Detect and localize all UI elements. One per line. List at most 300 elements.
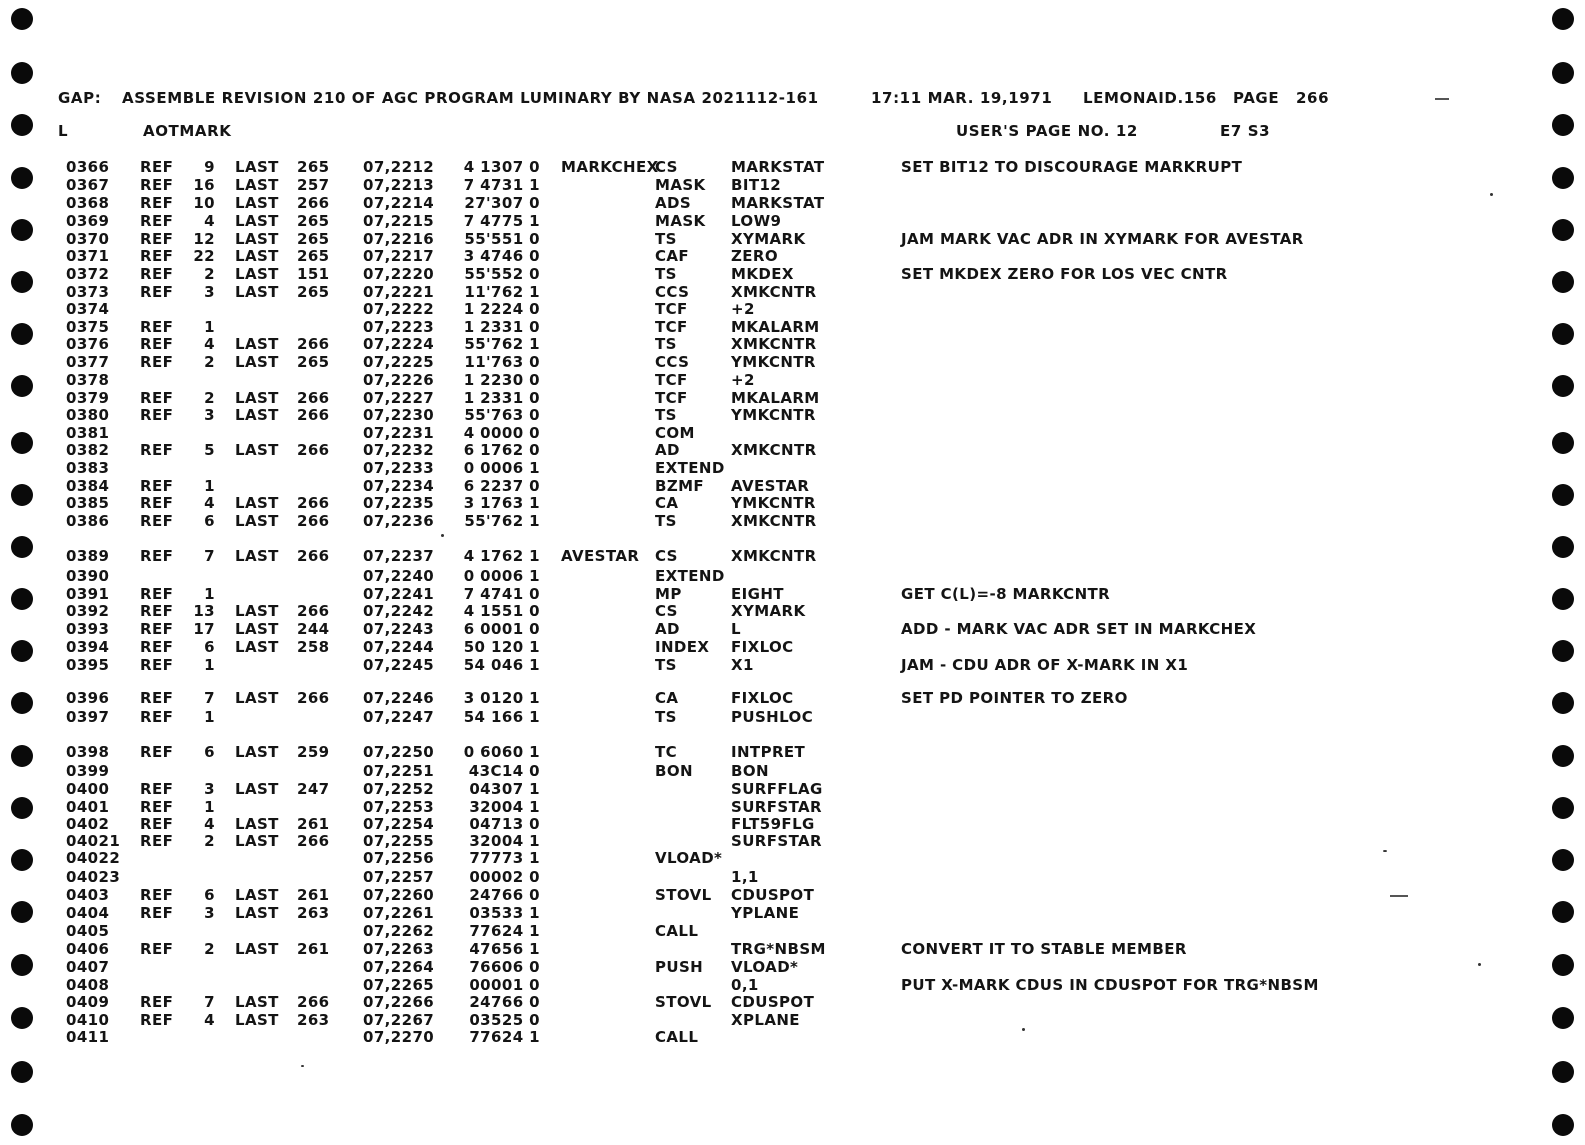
operand: MARKSTAT [731, 158, 825, 176]
opcode: AD [655, 441, 680, 459]
feed-hole [1552, 954, 1574, 976]
comment: CONVERT IT TO STABLE MEMBER [901, 940, 1187, 958]
print-mark [1390, 895, 1408, 897]
feed-hole [11, 375, 33, 397]
octal-code: 7 4731 1 [463, 176, 540, 194]
ref-count: 13 [193, 602, 215, 620]
operand: L [731, 620, 741, 638]
feed-hole [1552, 640, 1574, 662]
operand: MKALARM [731, 318, 820, 336]
comment: JAM MARK VAC ADR IN XYMARK FOR AVESTAR [901, 230, 1304, 248]
address: 07,2222 [363, 300, 435, 318]
opcode: CA [655, 494, 679, 512]
operand: +2 [731, 371, 755, 389]
address: 07,2215 [363, 212, 435, 230]
operand: SURFSTAR [731, 832, 823, 850]
ref-count: 6 [204, 512, 215, 530]
address: 07,2237 [363, 547, 435, 565]
line-number: 0371 [66, 247, 110, 265]
octal-code: 6 2237 0 [463, 477, 540, 495]
ref-keyword: REF [140, 547, 174, 565]
octal-code: 6 0001 0 [463, 620, 540, 638]
last-page: 261 [297, 940, 330, 958]
ref-keyword: REF [140, 886, 174, 904]
feed-hole [1552, 1114, 1574, 1136]
operand: BON [731, 762, 769, 780]
octal-code: 1 2230 0 [463, 371, 540, 389]
left-feed-holes [0, 0, 40, 1145]
address: 07,2267 [363, 1011, 435, 1029]
line-number: 0370 [66, 230, 110, 248]
last-keyword: LAST [235, 265, 279, 283]
octal-code: 00001 0 [469, 976, 540, 994]
last-page: 265 [297, 158, 330, 176]
address: 07,2226 [363, 371, 435, 389]
last-keyword: LAST [235, 247, 279, 265]
address: 07,2245 [363, 656, 435, 674]
last-keyword: LAST [235, 389, 279, 407]
address: 07,2257 [363, 868, 435, 886]
operand: PUSHLOC [731, 708, 814, 726]
opcode: BZMF [655, 477, 705, 495]
ref-keyword: REF [140, 620, 174, 638]
address: 07,2225 [363, 353, 435, 371]
ref-count: 1 [204, 318, 215, 336]
last-keyword: LAST [235, 212, 279, 230]
feed-hole [1552, 1061, 1574, 1083]
asm-label: AVESTAR [561, 547, 640, 565]
comment: GET C(L)=-8 MARKCNTR [901, 585, 1111, 603]
ref-count: 4 [204, 212, 215, 230]
ref-count: 1 [204, 656, 215, 674]
operand: YPLANE [731, 904, 800, 922]
operand: MARKSTAT [731, 194, 825, 212]
line-number: 0392 [66, 602, 110, 620]
feed-hole [1552, 745, 1574, 767]
operand: SURFSTAR [731, 798, 823, 816]
octal-code: 0 6060 1 [463, 743, 540, 761]
feed-hole [1552, 271, 1574, 293]
last-page: 266 [297, 441, 330, 459]
last-page: 266 [297, 689, 330, 707]
last-page: 266 [297, 335, 330, 353]
operand: EIGHT [731, 585, 784, 603]
feed-hole [11, 167, 33, 189]
opcode: TS [655, 708, 677, 726]
last-page: 265 [297, 247, 330, 265]
ref-count: 2 [204, 389, 215, 407]
last-page: 257 [297, 176, 330, 194]
operand: BIT12 [731, 176, 782, 194]
ref-count: 9 [204, 158, 215, 176]
ref-count: 4 [204, 335, 215, 353]
line-number: 0374 [66, 300, 110, 318]
ref-count: 3 [204, 780, 215, 798]
last-page: 266 [297, 993, 330, 1011]
ref-count: 1 [204, 585, 215, 603]
feed-hole [11, 323, 33, 345]
octal-code: 55'552 0 [464, 265, 540, 283]
feed-hole [11, 536, 33, 558]
feed-hole [1552, 1007, 1574, 1029]
octal-code: 54 166 1 [463, 708, 540, 726]
comment: SET MKDEX ZERO FOR LOS VEC CNTR [901, 265, 1228, 283]
feed-hole [1552, 167, 1574, 189]
print-speck [1022, 1028, 1025, 1031]
address: 07,2235 [363, 494, 435, 512]
address: 07,2265 [363, 976, 435, 994]
address: 07,2224 [363, 335, 435, 353]
feed-hole [11, 745, 33, 767]
feed-hole [11, 692, 33, 714]
line-number: 0409 [66, 993, 110, 1011]
octal-code: 55'762 1 [464, 335, 540, 353]
ref-keyword: REF [140, 993, 174, 1011]
ref-count: 6 [204, 886, 215, 904]
line-number: 0366 [66, 158, 110, 176]
operand: LOW9 [731, 212, 782, 230]
header-job: LEMONAID.156 [1083, 89, 1217, 107]
ref-keyword: REF [140, 708, 174, 726]
last-page: 265 [297, 212, 330, 230]
ref-count: 12 [193, 230, 215, 248]
ref-count: 5 [204, 441, 215, 459]
opcode: TS [655, 335, 677, 353]
feed-hole [11, 797, 33, 819]
line-number: 0372 [66, 265, 110, 283]
address: 07,2251 [363, 762, 435, 780]
ref-count: 6 [204, 638, 215, 656]
opcode: TCF [655, 371, 688, 389]
octal-code: 50 120 1 [463, 638, 540, 656]
opcode: CA [655, 689, 679, 707]
operand: MKDEX [731, 265, 794, 283]
print-speck [1478, 963, 1481, 966]
last-keyword: LAST [235, 886, 279, 904]
address: 07,2252 [363, 780, 435, 798]
opcode: ADS [655, 194, 692, 212]
address: 07,2243 [363, 620, 435, 638]
ref-keyword: REF [140, 406, 174, 424]
last-keyword: LAST [235, 176, 279, 194]
feed-hole [11, 1061, 33, 1083]
line-number: 0386 [66, 512, 110, 530]
address: 07,2220 [363, 265, 435, 283]
line-number: 0395 [66, 656, 110, 674]
operand: SURFFLAG [731, 780, 823, 798]
address: 07,2250 [363, 743, 435, 761]
ref-count: 22 [193, 247, 215, 265]
right-feed-holes [1545, 0, 1585, 1145]
ref-keyword: REF [140, 283, 174, 301]
operand: FLT59FLG [731, 815, 815, 833]
address: 07,2253 [363, 798, 435, 816]
address: 07,2255 [363, 832, 435, 850]
octal-code: 4 1762 1 [463, 547, 540, 565]
last-page: 259 [297, 743, 330, 761]
listing-subheader [58, 122, 1538, 142]
last-keyword: LAST [235, 620, 279, 638]
line-number: 0398 [66, 743, 110, 761]
last-keyword: LAST [235, 512, 279, 530]
address: 07,2244 [363, 638, 435, 656]
opcode: TC [655, 743, 678, 761]
ref-keyword: REF [140, 585, 174, 603]
last-keyword: LAST [235, 689, 279, 707]
address: 07,2240 [363, 567, 435, 585]
octal-code: 4 1551 0 [463, 602, 540, 620]
opcode: STOVL [655, 886, 712, 904]
last-page: 266 [297, 832, 330, 850]
opcode: TS [655, 406, 677, 424]
opcode: PUSH [655, 958, 704, 976]
feed-hole [1552, 901, 1574, 923]
line-number: 0377 [66, 353, 110, 371]
ref-count: 10 [193, 194, 215, 212]
opcode: TS [655, 512, 677, 530]
address: 07,2256 [363, 849, 435, 867]
octal-code: 27'307 0 [464, 194, 540, 212]
ref-count: 3 [204, 904, 215, 922]
feed-hole [11, 849, 33, 871]
line-number: 0391 [66, 585, 110, 603]
line-number: 0406 [66, 940, 110, 958]
line-number: 0397 [66, 708, 110, 726]
last-page: 258 [297, 638, 330, 656]
address: 07,2266 [363, 993, 435, 1011]
ref-count: 3 [204, 283, 215, 301]
address: 07,2263 [363, 940, 435, 958]
octal-code: 76606 0 [469, 958, 540, 976]
operand: XMKCNTR [731, 441, 817, 459]
address: 07,2242 [363, 602, 435, 620]
users-page-number: USER'S PAGE NO. 12 [956, 122, 1138, 140]
octal-code: 04713 0 [469, 815, 540, 833]
ref-keyword: REF [140, 656, 174, 674]
ref-keyword: REF [140, 194, 174, 212]
opcode: TS [655, 656, 677, 674]
ref-keyword: REF [140, 689, 174, 707]
ref-keyword: REF [140, 602, 174, 620]
operand: FIXLOC [731, 689, 794, 707]
address: 07,2247 [363, 708, 435, 726]
last-page: 263 [297, 904, 330, 922]
address: 07,2216 [363, 230, 435, 248]
ref-keyword: REF [140, 441, 174, 459]
ref-keyword: REF [140, 494, 174, 512]
last-page: 266 [297, 602, 330, 620]
octal-code: 24766 0 [469, 993, 540, 1011]
last-page: 266 [297, 406, 330, 424]
octal-code: 32004 1 [469, 798, 540, 816]
feed-hole [11, 219, 33, 241]
ref-keyword: REF [140, 743, 174, 761]
address: 07,2246 [363, 689, 435, 707]
comment: JAM - CDU ADR OF X-MARK IN X1 [901, 656, 1189, 674]
line-number: 0383 [66, 459, 110, 477]
ref-keyword: REF [140, 176, 174, 194]
ref-count: 17 [193, 620, 215, 638]
operand: XMKCNTR [731, 335, 817, 353]
last-page: 247 [297, 780, 330, 798]
feed-hole [1552, 536, 1574, 558]
octal-code: 3 0120 1 [463, 689, 540, 707]
opcode: CCS [655, 283, 690, 301]
feed-hole [1552, 219, 1574, 241]
ref-keyword: REF [140, 353, 174, 371]
ref-count: 3 [204, 406, 215, 424]
octal-code: 7 4775 1 [463, 212, 540, 230]
octal-code: 77773 1 [469, 849, 540, 867]
line-number: 0400 [66, 780, 110, 798]
last-page: 265 [297, 230, 330, 248]
address: 07,2264 [363, 958, 435, 976]
line-number: 0403 [66, 886, 110, 904]
last-page: 151 [297, 265, 330, 283]
address: 07,2232 [363, 441, 435, 459]
ref-count: 2 [204, 353, 215, 371]
octal-code: 77624 1 [469, 922, 540, 940]
operand: 1,1 [731, 868, 759, 886]
ref-keyword: REF [140, 477, 174, 495]
last-keyword: LAST [235, 815, 279, 833]
line-number: 0404 [66, 904, 110, 922]
last-keyword: LAST [235, 494, 279, 512]
line-number: 0410 [66, 1011, 110, 1029]
operand: VLOAD* [731, 958, 799, 976]
line-number: 0380 [66, 406, 110, 424]
opcode: MASK [655, 176, 706, 194]
address: 07,2230 [363, 406, 435, 424]
ref-keyword: REF [140, 512, 174, 530]
ref-count: 1 [204, 708, 215, 726]
octal-code: 1 2331 0 [463, 318, 540, 336]
address: 07,2254 [363, 815, 435, 833]
last-keyword: LAST [235, 638, 279, 656]
ref-keyword: REF [140, 158, 174, 176]
octal-code: 54 046 1 [463, 656, 540, 674]
address: 07,2231 [363, 424, 435, 442]
ref-keyword: REF [140, 798, 174, 816]
last-keyword: LAST [235, 993, 279, 1011]
last-page: 244 [297, 620, 330, 638]
address: 07,2260 [363, 886, 435, 904]
line-number: 0401 [66, 798, 110, 816]
operand: INTPRET [731, 743, 806, 761]
header-timestamp: 17:11 MAR. 19,1971 [871, 89, 1053, 107]
ref-count: 2 [204, 940, 215, 958]
feed-hole [11, 588, 33, 610]
opcode: BON [655, 762, 693, 780]
octal-code: 55'551 0 [464, 230, 540, 248]
opcode: CALL [655, 1028, 699, 1046]
address: 07,2241 [363, 585, 435, 603]
feed-hole [1552, 62, 1574, 84]
feed-hole [1552, 484, 1574, 506]
line-number: 0408 [66, 976, 110, 994]
comment: PUT X-MARK CDUS IN CDUSPOT FOR TRG*NBSM [901, 976, 1319, 994]
asm-label: MARKCHEX [561, 158, 659, 176]
print-speck [1383, 850, 1387, 852]
ref-keyword: REF [140, 832, 174, 850]
subheader-section: AOTMARK [143, 122, 232, 140]
ref-count: 2 [204, 265, 215, 283]
last-keyword: LAST [235, 832, 279, 850]
octal-code: 4 1307 0 [463, 158, 540, 176]
feed-hole [11, 954, 33, 976]
ref-keyword: REF [140, 780, 174, 798]
operand: XYMARK [731, 230, 806, 248]
feed-hole [1552, 692, 1574, 714]
address: 07,2270 [363, 1028, 435, 1046]
opcode: CCS [655, 353, 690, 371]
feed-hole [11, 114, 33, 136]
octal-code: 32004 1 [469, 832, 540, 850]
opcode: TCF [655, 389, 688, 407]
ref-keyword: REF [140, 212, 174, 230]
operand: XMKCNTR [731, 512, 817, 530]
ref-keyword: REF [140, 389, 174, 407]
operand: X1 [731, 656, 754, 674]
feed-hole [11, 1114, 33, 1136]
last-page: 266 [297, 512, 330, 530]
operand: AVESTAR [731, 477, 810, 495]
octal-code: 03533 1 [469, 904, 540, 922]
address: 07,2227 [363, 389, 435, 407]
line-number: 0389 [66, 547, 110, 565]
ref-keyword: REF [140, 335, 174, 353]
line-number: 0384 [66, 477, 110, 495]
last-keyword: LAST [235, 441, 279, 459]
last-page: 261 [297, 815, 330, 833]
address: 07,2262 [363, 922, 435, 940]
opcode: CS [655, 602, 678, 620]
line-number: 0396 [66, 689, 110, 707]
line-number: 0368 [66, 194, 110, 212]
ref-keyword: REF [140, 815, 174, 833]
octal-code: 11'762 1 [464, 283, 540, 301]
operand: 0,1 [731, 976, 759, 994]
operand: XPLANE [731, 1011, 800, 1029]
octal-code: 4 0000 0 [463, 424, 540, 442]
opcode: TCF [655, 300, 688, 318]
last-keyword: LAST [235, 406, 279, 424]
ref-keyword: REF [140, 265, 174, 283]
ref-keyword: REF [140, 1011, 174, 1029]
ref-keyword: REF [140, 904, 174, 922]
octal-code: 3 1763 1 [463, 494, 540, 512]
line-number: 04021 [66, 832, 121, 850]
last-keyword: LAST [235, 283, 279, 301]
last-page: 265 [297, 353, 330, 371]
octal-code: 7 4741 0 [463, 585, 540, 603]
line-number: 0378 [66, 371, 110, 389]
line-number: 0375 [66, 318, 110, 336]
last-keyword: LAST [235, 230, 279, 248]
octal-code: 1 2331 0 [463, 389, 540, 407]
octal-code: 6 1762 0 [463, 441, 540, 459]
line-number: 0402 [66, 815, 110, 833]
line-number: 0390 [66, 567, 110, 585]
operand: CDUSPOT [731, 886, 815, 904]
last-page: 266 [297, 389, 330, 407]
print-speck [441, 534, 444, 537]
octal-code: 0 0006 1 [463, 459, 540, 477]
ref-keyword: REF [140, 940, 174, 958]
line-number: 0399 [66, 762, 110, 780]
opcode: CALL [655, 922, 699, 940]
feed-hole [11, 484, 33, 506]
